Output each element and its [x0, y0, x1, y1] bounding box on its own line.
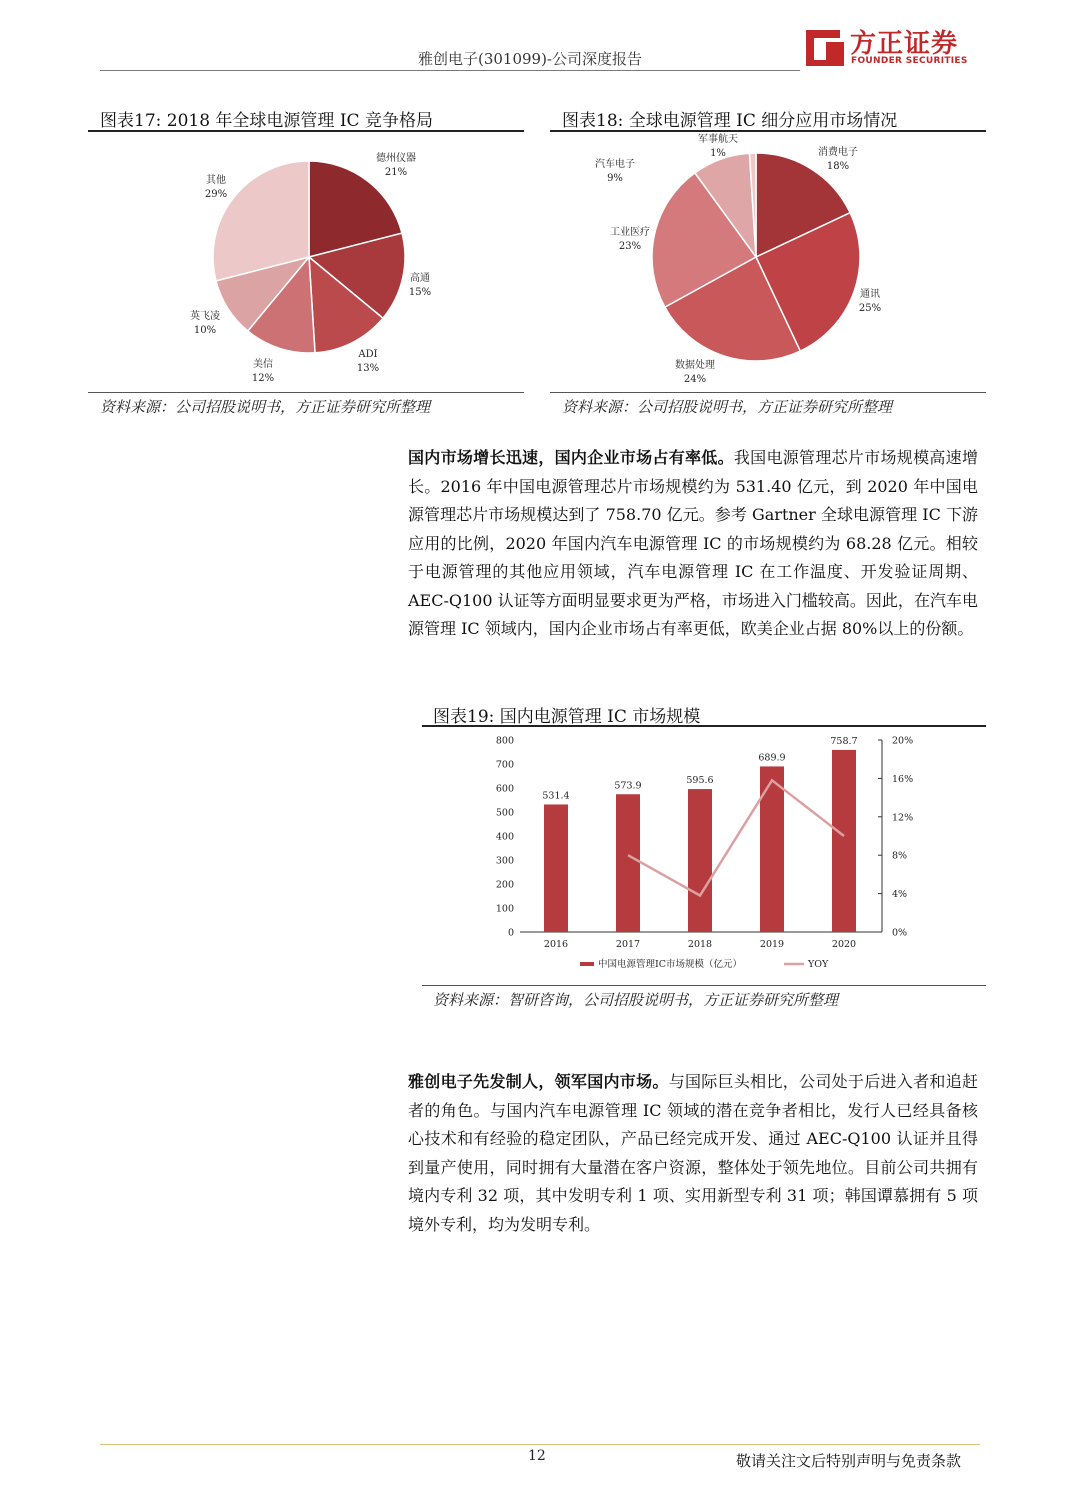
bar: [760, 766, 784, 932]
header-rule: [100, 70, 800, 71]
report-header-title: 雅创电子(301099)-公司深度报告: [417, 50, 643, 68]
fig19-title: 图表19: 国内电源管理 IC 市场规模: [433, 707, 701, 727]
fig19-top-rule: [422, 725, 986, 727]
x-axis-tick-label: 2018: [687, 939, 713, 950]
bar: [832, 750, 856, 932]
legend-line-label: YOY: [808, 959, 829, 970]
fig19-bottom-rule: [422, 985, 986, 986]
right-axis-tick-label: 0%: [892, 927, 908, 939]
pie-value-label: 23%: [618, 241, 642, 252]
pie-label: 通讯: [860, 289, 880, 300]
right-axis-tick-label: 16%: [892, 773, 914, 785]
paragraph-lead: 雅创电子先发制人，领军国内市场。: [408, 1072, 669, 1091]
fig17-top-rule: [88, 130, 524, 132]
left-axis-tick-label: 500: [495, 807, 514, 819]
left-axis-tick-label: 300: [495, 855, 514, 867]
fig18-pie-chart: [550, 133, 986, 388]
pie-label: 其他: [206, 175, 226, 186]
fig18-source: 资料来源：公司招股说明书，方正证券研究所整理: [562, 398, 893, 416]
bar: [616, 794, 640, 932]
pie-value-label: 24%: [683, 374, 707, 385]
yoy-line: [628, 780, 844, 895]
bar: [544, 804, 568, 932]
footer-rule: [100, 1444, 980, 1445]
x-axis-tick-label: 2020: [831, 939, 857, 950]
bar-value-label: 573.9: [614, 780, 642, 792]
pie-label: 数据处理: [675, 360, 715, 371]
left-axis-tick-label: 700: [495, 759, 514, 771]
pie-label: 德州仪器: [376, 153, 416, 164]
left-axis-tick-label: 600: [495, 783, 514, 795]
left-axis-tick-label: 100: [495, 903, 514, 915]
pie-value-label: 10%: [193, 325, 217, 336]
pie-label: 汽车电子: [595, 159, 635, 170]
x-axis-tick-label: 2019: [759, 939, 785, 950]
legend-bar-swatch: [580, 962, 594, 966]
logo-subtext: FOUNDER SECURITIES: [851, 56, 968, 66]
left-axis-tick-label: 0: [507, 927, 514, 939]
left-axis-tick-label: 800: [495, 735, 514, 747]
pie-value-label: 9%: [607, 173, 623, 184]
fig17-title: 图表17: 2018 年全球电源管理 IC 竞争格局: [100, 111, 433, 131]
fig17-source: 资料来源：公司招股说明书，方正证券研究所整理: [100, 398, 431, 416]
paragraph-lead: 国内市场增长迅速，国内企业市场占有率低。: [408, 448, 734, 467]
pie-value-label: 1%: [710, 148, 726, 159]
fig18-top-rule: [550, 130, 986, 132]
logo-text: 方正证券: [850, 29, 959, 59]
pie-value-label: 21%: [384, 167, 408, 178]
right-axis-tick-label: 8%: [892, 850, 908, 862]
bar: [688, 789, 712, 932]
legend-bar-label: 中国电源管理IC市场规模（亿元）: [598, 959, 743, 970]
pie-label: 高通: [410, 273, 430, 284]
pie-value-label: 25%: [858, 303, 882, 314]
fig19-bar-line-chart: [422, 728, 986, 983]
pie-label: 工业医疗: [610, 227, 650, 238]
pie-value-label: 12%: [251, 373, 275, 384]
right-axis-tick-label: 4%: [892, 889, 908, 901]
pie-value-label: 18%: [826, 161, 850, 172]
fig17-pie-chart: [88, 133, 524, 388]
fig19-source: 资料来源：智研咨询，公司招股说明书，方正证券研究所整理: [433, 991, 839, 1009]
pie-label: ADI: [358, 349, 378, 360]
bar-value-label: 758.7: [830, 735, 858, 747]
bar-value-label: 689.9: [758, 752, 786, 764]
right-axis-tick-label: 20%: [892, 735, 914, 747]
pie-value-label: 15%: [408, 287, 432, 298]
paragraph-body: 与国际巨头相比，公司处于后进入者和追赶者的角色。与国内汽车电源管理 IC 领域的潜在竞争者相比，发行人已经具备核心技术和有经验的稳定团队，产品已经完成开发、通过 AEC-Q100 认证并且得到量产使用，同时拥有大量潜在客户资源，整体处于领先地位。目前公司共拥有境内专利 32 项，其中发明专利 1 项、实用新型专利 31 项；韩国谭慕拥有 5 项境外专利，均为发明专利。: [408, 1072, 978, 1234]
paragraph-body: 我国电源管理芯片市场规模高速增长。2016 年中国电源管理芯片市场规模约为 531.40 亿元，到 2020 年中国电源管理芯片市场规模达到了 758.70 亿元。参考 Gartner 全球电源管理 IC 下游应用的比例，2020 年国内汽车电源管理 IC 的市场规模约为 68.28 亿元。相较于电源管理的其他应用领域，汽车电源管理 IC 在工作温度、开发验证周期、AEC-Q100 认证等方面明显要求更为严格，市场进入门槛较高。因此，在汽车电源管理 IC 领域内，国内企业市场占有率更低，欧美企业占据 80%以上的份额。: [408, 448, 978, 638]
pie-value-label: 13%: [356, 363, 380, 374]
pie-label: 美信: [253, 359, 273, 370]
fig18-title: 图表18: 全球电源管理 IC 细分应用市场情况: [562, 111, 898, 131]
fig18-bottom-rule: [550, 392, 986, 393]
x-axis-tick-label: 2017: [615, 939, 641, 950]
paragraph-market-growth: [408, 444, 978, 644]
pie-value-label: 29%: [204, 189, 228, 200]
page-number: 12: [528, 1448, 546, 1464]
right-axis-tick-label: 12%: [892, 812, 914, 824]
pie-label: 英飞凌: [190, 311, 220, 322]
pie-label: 消费电子: [818, 147, 858, 158]
left-axis-tick-label: 200: [495, 879, 514, 891]
pie-label: 军事航天: [698, 134, 738, 145]
disclaimer-note: 敬请关注文后特别声明与免责条款: [736, 1452, 962, 1470]
bar-value-label: 595.6: [686, 775, 714, 787]
paragraph-leadership: [408, 1068, 978, 1239]
fig17-bottom-rule: [88, 392, 524, 393]
left-axis-tick-label: 400: [495, 831, 514, 843]
bar-value-label: 531.4: [542, 790, 570, 802]
x-axis-tick-label: 2016: [543, 939, 569, 950]
